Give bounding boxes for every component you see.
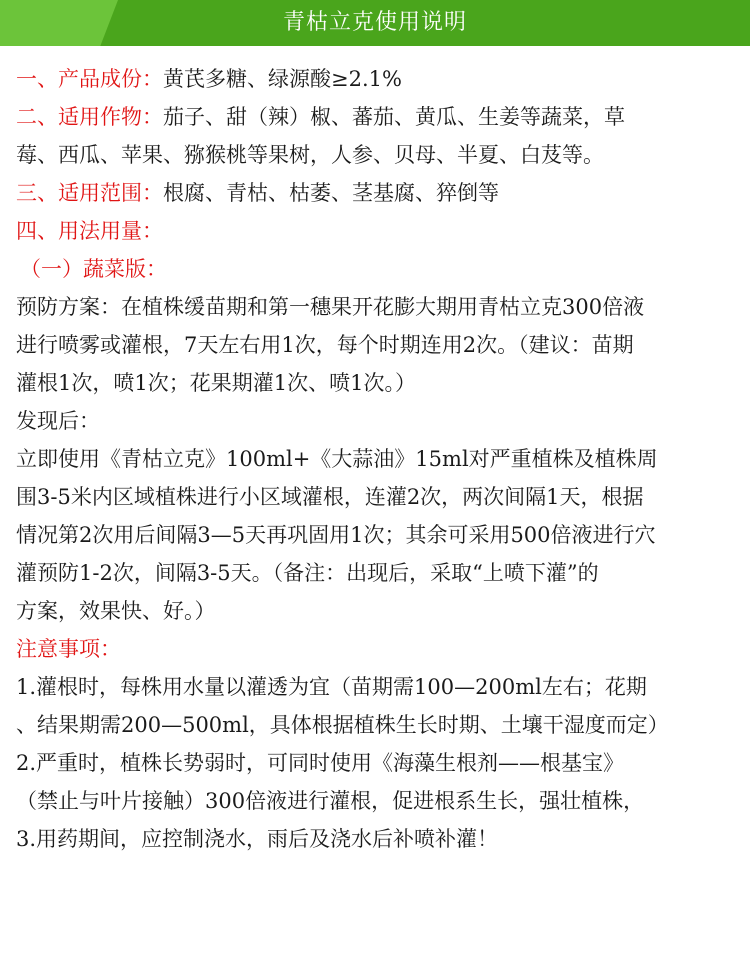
- crops-row: [16, 98, 738, 136]
- scope-heading: 三、适用范围：: [16, 181, 163, 205]
- notes-heading: 注意事项：: [16, 637, 121, 661]
- crops-text-line-1: 茄子、甜（辣）椒、蕃茄、黄瓜、生姜等蔬菜，草: [163, 105, 625, 129]
- notes-line-4: （禁止与叶片接触）300倍液进行灌根，促进根系生长，强壮植株，: [16, 789, 645, 813]
- after-line-2: 围3-5米内区域植株进行小区域灌根，连灌2次，两次间隔1天，根据: [16, 485, 644, 509]
- page-title: 青枯立克使用说明: [282, 10, 467, 35]
- after-line-1: 立即使用《青枯立克》100ml+《大蒜油》15ml对严重植株及植株周: [16, 447, 658, 471]
- after-line-4: 灌预防1-2次，间隔3-5天。（备注：出现后，采取“上喷下灌”的: [16, 561, 599, 585]
- notes-line-5: 3.用药期间，应控制浇水，雨后及浇水后补喷补灌！: [16, 827, 499, 851]
- usage-heading: 四、用法用量：: [16, 219, 163, 243]
- vegetable-heading: （一）蔬菜版：: [20, 257, 167, 281]
- prevention-line-3: 灌根1次，喷1次；花果期灌1次、喷1次。）: [16, 371, 416, 395]
- ingredients-text: 黄芪多糖、绿源酸≥2.1%: [163, 67, 402, 91]
- crops-text-line-2: 莓、西瓜、苹果、猕猴桃等果树，人参、贝母、半夏、白芨等。: [16, 143, 604, 167]
- instructions-body: [16, 60, 738, 858]
- ingredients-row: [16, 60, 738, 98]
- prevention-line-1: 预防方案：在植株缓苗期和第一穗果开花膨大期用青枯立克300倍液: [16, 295, 645, 319]
- scope-text: 根腐、青枯、枯萎、茎基腐、猝倒等: [163, 181, 499, 205]
- ingredients-heading: 一、产品成份：: [16, 67, 163, 91]
- after-heading: 发现后：: [16, 409, 100, 433]
- scope-row: [16, 174, 738, 212]
- notes-line-2: 、结果期需200—500ml，具体根据植株生长时期、土壤干湿度而定）: [16, 713, 669, 737]
- notes-line-1: 1.灌根时，每株用水量以灌透为宜（苗期需100—200ml左右；花期: [16, 675, 647, 699]
- after-line-5: 方案，效果快、好。）: [16, 599, 216, 623]
- crops-heading: 二、适用作物：: [16, 105, 163, 129]
- prevention-line-2: 进行喷雾或灌根，7天左右用1次，每个时期连用2次。（建议：苗期: [16, 333, 634, 357]
- notes-line-3: 2.严重时，植株长势弱时，可同时使用《海藻生根剂——根基宝》: [16, 751, 625, 775]
- after-line-3: 情况第2次用后间隔3—5天再巩固用1次；其余可采用500倍液进行穴: [16, 523, 656, 547]
- header-banner: [0, 0, 750, 46]
